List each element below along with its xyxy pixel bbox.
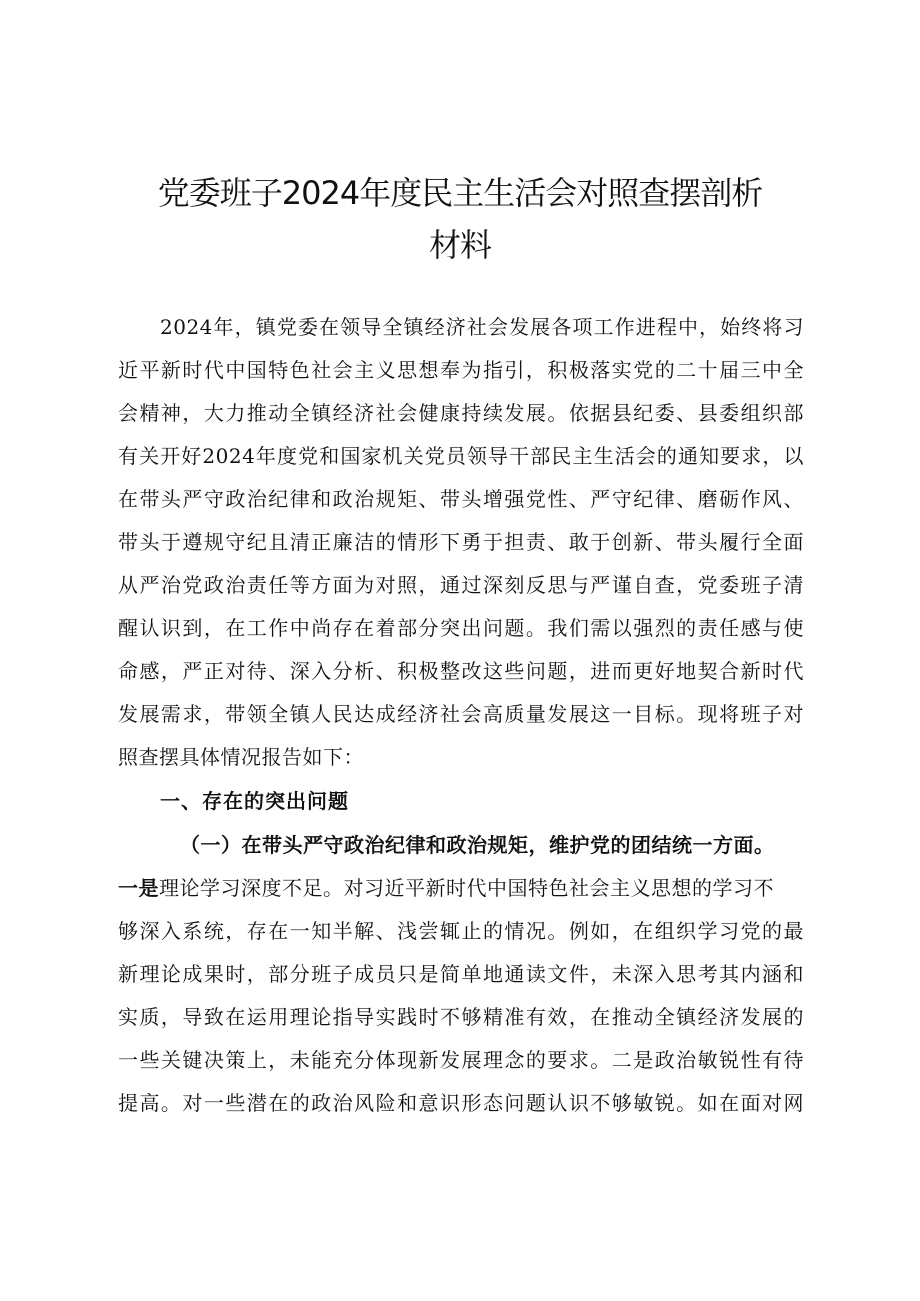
intro-paragraph-line: 命感，严正对待、深入分析、积极整改这些问题，进而更好地契合新时代 bbox=[118, 659, 804, 683]
intro-paragraph-line: 带头于遵规守纪且清正廉洁的情形下勇于担责、敢于创新、带头履行全面 bbox=[118, 530, 804, 554]
body-paragraph-text: 理论学习深度不足。对习近平新时代中国特色社会主义思想的学习不 bbox=[159, 876, 774, 900]
section-heading: 一、存在的突出问题 bbox=[160, 789, 349, 813]
body-paragraph-line: 实质，导致在运用理论指导实践时不够精准有效，在推动全镇经济发展的 bbox=[118, 1005, 804, 1029]
intro-paragraph-line: 会精神，大力推动全镇经济社会健康持续发展。依据县纪委、县委组织部 bbox=[118, 401, 804, 425]
subsection-heading: （一）在带头严守政治纪律和政治规矩，维护党的团结统一方面。 bbox=[180, 833, 775, 857]
intro-paragraph-line: 近平新时代中国特色社会主义思想奉为指引，积极落实党的二十届三中全 bbox=[118, 358, 804, 382]
document-title-line-1: 党委班子2024年度民主生活会对照查摆剖析 bbox=[157, 174, 763, 212]
body-paragraph-line bbox=[118, 874, 804, 902]
point-marker: 一是 bbox=[118, 876, 159, 900]
body-paragraph-line: 一些关键决策上，未能充分体现新发展理念的要求。二是政治敏锐性有待 bbox=[118, 1048, 804, 1072]
intro-paragraph-line: 发展需求，带领全镇人民达成经济社会高质量发展这一目标。现将班子对 bbox=[118, 702, 804, 726]
intro-paragraph-line: 从严治党政治责任等方面为对照，通过深刻反思与严谨自查，党委班子清 bbox=[118, 573, 804, 597]
intro-paragraph-line: 有关开好2024年度党和国家机关党员领导干部民主生活会的通知要求，以 bbox=[118, 444, 804, 468]
body-paragraph-line: 提高。对一些潜在的政治风险和意识形态问题认识不够敏锐。如在面对网 bbox=[118, 1091, 804, 1115]
intro-paragraph-line: 照查摆具体情况报告如下： bbox=[118, 745, 364, 769]
intro-paragraph-line: 醒认识到，在工作中尚存在着部分突出问题。我们需以强烈的责任感与使 bbox=[118, 616, 804, 640]
intro-paragraph-line: 2024年，镇党委在领导全镇经济社会发展各项工作进程中，始终将习 bbox=[160, 315, 804, 339]
document-title-line-2: 材料 bbox=[428, 226, 491, 264]
intro-paragraph-line: 在带头严守政治纪律和政治规矩、带头增强党性、严守纪律、磨砺作风、 bbox=[118, 487, 804, 511]
body-paragraph-line: 新理论成果时，部分班子成员只是简单地通读文件，未深入思考其内涵和 bbox=[118, 962, 804, 986]
body-paragraph-line: 够深入系统，存在一知半解、浅尝辄止的情况。例如，在组织学习党的最 bbox=[118, 919, 804, 943]
